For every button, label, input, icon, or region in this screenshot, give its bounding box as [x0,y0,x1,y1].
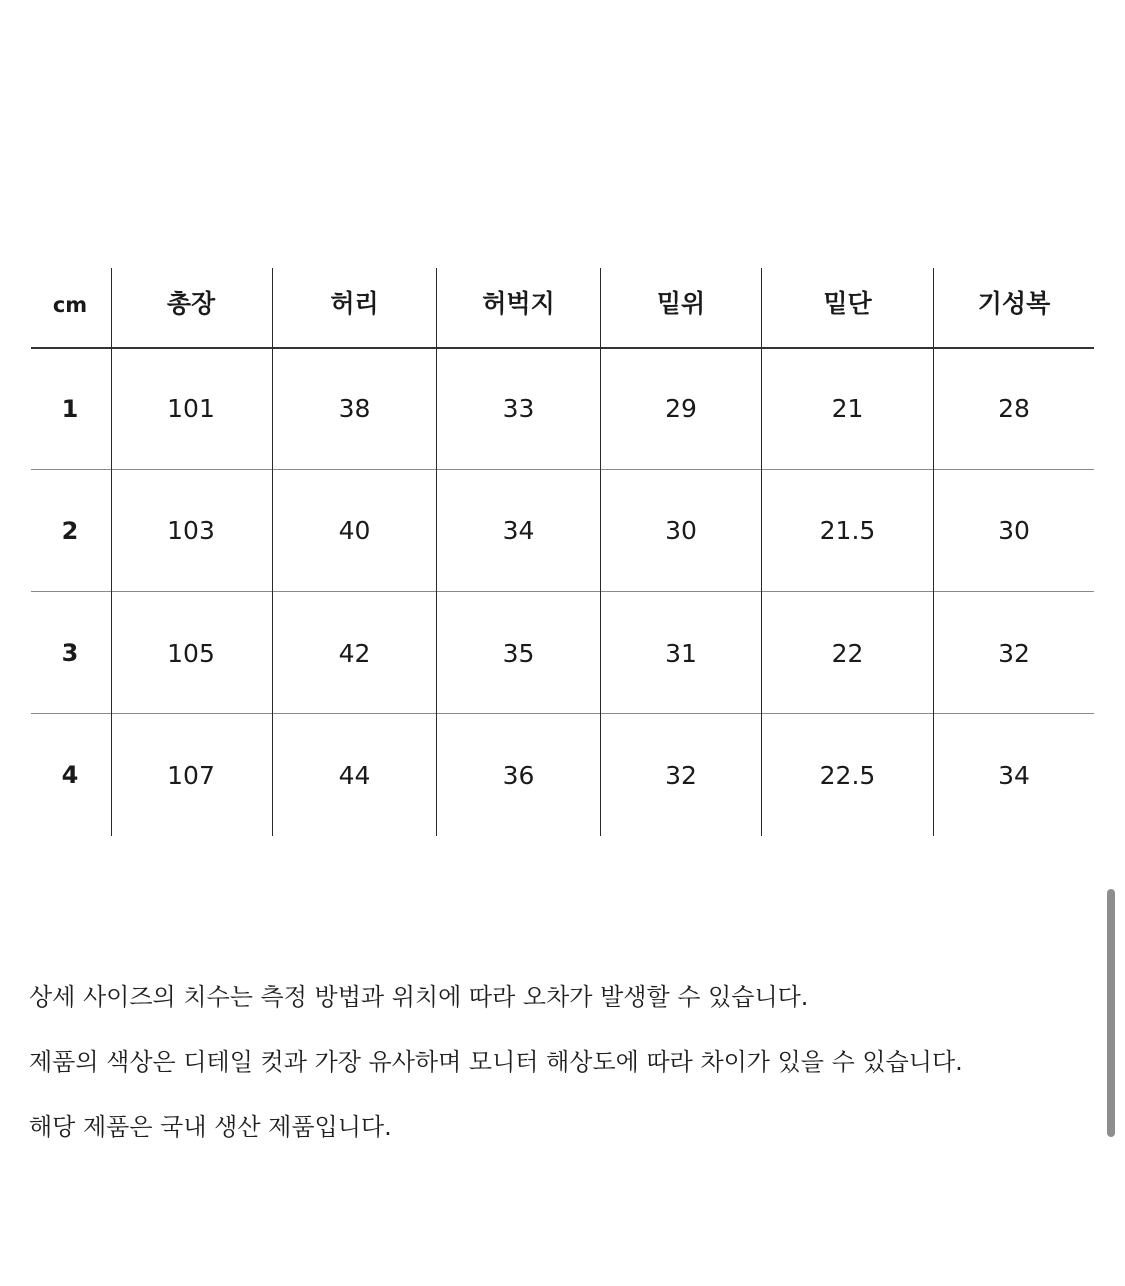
table-cell: 38 [338,394,371,423]
scrollbar[interactable] [1107,889,1115,1137]
table-cell: 30 [665,516,697,545]
table-cell: 28 [998,394,1030,423]
header-thigh: 허벅지 [482,289,555,318]
header-standard-size: 기성복 [977,289,1051,318]
table-cell: 34 [502,516,535,545]
size-table [31,268,1094,836]
header-unit: cm [52,293,88,317]
table-cell: 107 [167,760,215,790]
table-cell: 105 [167,638,215,668]
table-cell: 42 [338,638,371,668]
header-rise: 밑위 [656,289,706,318]
table-cell: 101 [167,394,215,423]
size-label: 3 [61,639,79,667]
table-header-row [31,268,1094,348]
size-label: 4 [61,761,79,789]
table-row [31,714,1094,836]
table-cell: 34 [998,760,1030,790]
header-waist: 허리 [330,289,379,318]
table-cell: 32 [665,760,697,790]
table-cell: 30 [998,516,1030,545]
table-cell: 31 [665,638,697,668]
table-row [31,592,1094,714]
size-label: 1 [61,394,79,423]
header-total-length: 총장 [166,289,216,318]
table-cell: 29 [665,394,697,423]
table-row [31,348,1094,469]
table-cell: 36 [502,760,535,790]
table-cell: 32 [998,638,1030,668]
note-color-disclaimer: 제품의 색상은 디테일 컷과 가장 유사하며 모니터 해상도에 따라 차이가 있을 수 있습니다. [29,1048,963,1076]
size-label: 2 [61,516,79,545]
table-cell: 103 [167,516,215,545]
table-cell: 35 [502,638,535,668]
table-cell: 21 [831,394,864,423]
table-cell: 21.5 [819,516,876,545]
table-row [31,469,1094,592]
table-cell: 40 [338,516,371,545]
note-measurement-error: 상세 사이즈의 치수는 측정 방법과 위치에 따라 오차가 발생할 수 있습니다. [29,983,809,1011]
table-cell: 22 [831,638,864,668]
table-cell: 33 [502,394,535,423]
table-cell: 22.5 [819,760,876,790]
product-notes [29,980,1069,1175]
note-domestic-production: 해당 제품은 국내 생산 제품입니다. [29,1113,392,1141]
table-cell: 44 [338,760,371,790]
header-hem: 밑단 [823,289,872,318]
